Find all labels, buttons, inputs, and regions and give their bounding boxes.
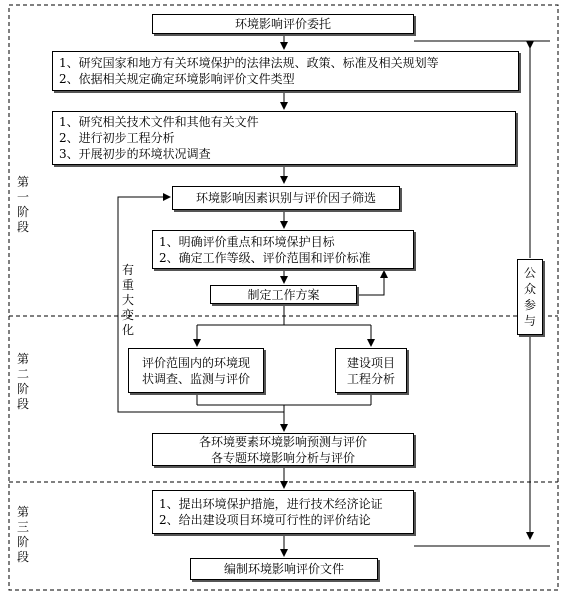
commission-box <box>152 14 414 34</box>
factor-screening-label: 环境影响因素识别与评价因子筛选 <box>195 191 376 205</box>
env-survey-line-1: 评价范围内的环境现 <box>141 355 250 370</box>
measures-box <box>152 490 414 534</box>
public-char: 参 <box>523 298 536 312</box>
measures-line-2: 2、给出建设项目环境可行性的评价结论 <box>159 513 371 527</box>
stage-2-label <box>16 352 30 412</box>
measures-line-1: 1、提出环境保护措施，进行技术经济论证 <box>159 497 383 511</box>
major-change-label <box>121 263 135 338</box>
research-docs-box <box>52 111 516 165</box>
env-survey-line-2: 状调查、监测与评价 <box>141 371 250 386</box>
public-char: 公 <box>523 266 536 280</box>
focus-grade-box <box>152 230 414 269</box>
stage-3-char: 三 <box>16 520 29 534</box>
project-analysis-line-2: 工程分析 <box>346 371 395 386</box>
env-survey-box <box>128 348 264 393</box>
public-participation-box <box>517 259 543 335</box>
focus-grade-line-2: 2、确定工作等级、评价范围和评价标准 <box>159 250 371 265</box>
project-analysis-box <box>335 348 407 393</box>
stage-1-label <box>16 175 30 235</box>
major-change-char: 大 <box>121 293 134 307</box>
research-docs-line-2: 2、进行初步工程分析 <box>59 131 175 145</box>
work-plan-box <box>210 285 357 304</box>
research-docs-line-3: 3、开展初步的环境状况调查 <box>59 147 211 161</box>
focus-grade-line-1: 1、明确评价重点和环境保护目标 <box>159 234 335 249</box>
research-laws-box <box>52 51 519 91</box>
major-change-char: 重 <box>121 278 134 292</box>
stage-3-char: 阶 <box>16 535 29 549</box>
stage-3-char: 第 <box>16 505 29 519</box>
stage-1-char: 第 <box>16 175 29 189</box>
major-change-char: 有 <box>121 263 134 277</box>
stage-2-char: 阶 <box>16 382 29 396</box>
compile-label: 编制环境影响评价文件 <box>223 562 344 576</box>
prediction-line-2: 各专题环境影响分析与评价 <box>210 450 355 465</box>
stage-2-char: 段 <box>16 397 29 411</box>
project-analysis-line-1: 建设项目 <box>346 355 395 370</box>
compile-box <box>190 558 378 580</box>
public-char: 与 <box>523 314 536 328</box>
factor-screening-box <box>172 186 400 210</box>
major-change-char: 变 <box>121 308 134 322</box>
arrow-plan-to-focus <box>357 271 384 295</box>
work-plan-label: 制定工作方案 <box>247 287 320 302</box>
major-change-char: 化 <box>121 323 134 337</box>
stage-1-char: 段 <box>16 220 29 234</box>
commission-label: 环境影响评价委托 <box>234 17 331 31</box>
stage-1-char: 一 <box>16 190 29 204</box>
stage-2-char: 二 <box>16 367 29 381</box>
stage-3-char: 段 <box>16 550 29 564</box>
stage-2-char: 第 <box>16 352 29 366</box>
research-laws-line-2: 2、依据相关规定确定环境影响评价文件类型 <box>59 72 295 86</box>
research-laws-line-1: 1、研究国家和地方有关环境保护的法律法规、政策、标准及相关规划等 <box>59 56 439 70</box>
stage-1-char: 阶 <box>16 205 29 219</box>
prediction-line-1: 各环境要素环境影响预测与评价 <box>198 434 367 449</box>
prediction-box <box>152 433 414 466</box>
stage-3-label <box>16 505 30 565</box>
public-char: 众 <box>523 282 536 296</box>
research-docs-line-1: 1、研究相关技术文件和其他有关文件 <box>59 115 259 129</box>
